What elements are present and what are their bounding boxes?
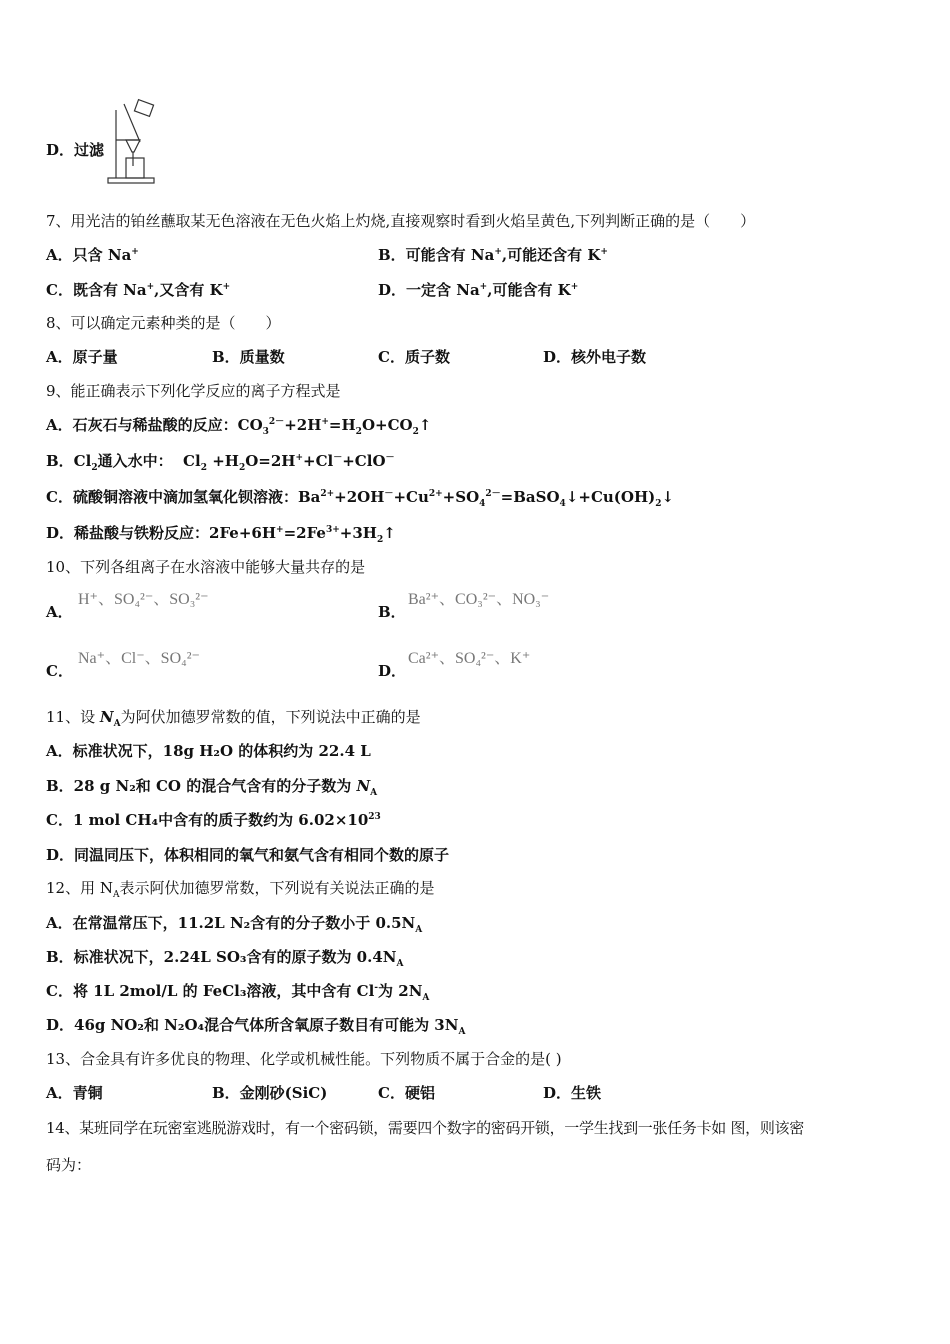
q13-option-b: B．金刚砂(SiC) xyxy=(212,1084,328,1102)
q10-stem: 10、下列各组离子在水溶液中能够大量共存的是 xyxy=(46,558,366,576)
q9-option-a-text: A．石灰石与稀盐酸的反应： xyxy=(46,416,238,434)
q7-option-a: A．只含 Na+ xyxy=(46,246,139,264)
q10-option-d: D． xyxy=(378,662,407,680)
q11-option-c xyxy=(46,810,381,830)
q9-option-b: B．$Cl_2$通入水中： $Cl_2 +H_2O=2H^++Cl^-+ClO^-$ xyxy=(46,452,395,473)
q14-stem-line1: 14、某班同学在玩密室逃脱游戏时，有一个密码锁，需要四个数字的密码开锁，一学生找到一张任务卡如 图，则该密 xyxy=(46,1119,804,1137)
q9-option-d-text: D．稀盐酸与铁粉反应： xyxy=(46,524,210,542)
q8-stem: 8、可以确定元素种类的是（ ） xyxy=(46,314,281,332)
q12-stem-pre: 12、用 N xyxy=(46,879,113,897)
q13-stem: 13、合金具有许多优良的物理、化学或机械性能。下列物质不属于合金的是( ) xyxy=(46,1050,562,1068)
q6-option-d: D．过滤 xyxy=(46,141,105,159)
q13-option-a: A．青铜 xyxy=(46,1084,103,1102)
q12-option-d-text: D．46g NO₂和 N₂O₄混合气体所含氧原子数目有可能为 3N xyxy=(46,1016,459,1034)
q12-option-c: C．将 1L 2mol/L 的 FeCl₃溶液，其中含有 Cl-为 $2N_A$ xyxy=(46,982,430,1003)
q11-option-a: A．标准状况下，18g H₂O 的体积约为 22.4 L xyxy=(46,742,371,760)
q12-option-b: B．标准状况下，2.24L SO₃含有的原子数为 $0.4N_A$ xyxy=(46,948,404,969)
q10-formula-c: Na⁺、Cl⁻、SO₄²⁻ xyxy=(78,650,200,667)
q11-stem-post: 为阿伏加德罗常数的值，下列说法中正确的是 xyxy=(120,708,421,726)
q11-stem: 11、设 $N_A$为阿伏加德罗常数的值，下列说法中正确的是 xyxy=(46,708,421,729)
q10-option-a: A． xyxy=(46,603,73,621)
q7-option-b: B．可能含有 Na+,可能还含有 K+ xyxy=(378,246,608,264)
q12-stem-post: 表示阿伏加德罗常数，下列说有关说法正确的是 xyxy=(119,879,435,897)
q11-option-d: D．同温同压下，体积相同的氧气和氨气含有相同个数的原子 xyxy=(46,846,450,864)
q7-option-c: C．既含有 Na+,又含有 K+ xyxy=(46,281,231,299)
q7-option-b-text2: ,可能还含有 K xyxy=(501,246,601,264)
filtration-apparatus-icon xyxy=(104,96,160,186)
q11-option-c-exponent: 23 xyxy=(368,812,381,822)
q12-option-a: A．在常温常压下，11.2L N₂含有的分子数小于 $0.5N_A$ xyxy=(46,914,423,935)
q9-stem: 9、能正确表示下列化学反应的离子方程式是 xyxy=(46,382,341,400)
q10-option-b: B． xyxy=(378,603,406,621)
q8-option-d: D．核外电子数 xyxy=(543,348,647,366)
q7-option-c-text2: ,又含有 K xyxy=(154,281,223,299)
q12-option-c-text: C．将 1L 2mol/L 的 FeCl₃溶液，其中含有 Cl xyxy=(46,982,375,1000)
q9-option-b-mid: 通入水中： xyxy=(97,452,173,470)
q10-formula-a: H⁺、SO₄²⁻、SO₃²⁻ xyxy=(78,591,209,608)
q10-formula-d: Ca²⁺、SO₄²⁻、K⁺ xyxy=(408,650,531,667)
q8-option-b: B．质量数 xyxy=(212,348,285,366)
q7-option-a-text: A．只含 Na xyxy=(46,246,132,264)
q12-option-c-text2: 为 2N xyxy=(378,982,423,1000)
q10-option-c: C． xyxy=(46,662,73,680)
q11-option-b-text: B．28 g N₂和 CO 的混合气含有的分子数为 xyxy=(46,777,357,795)
q9-option-d: D．稀盐酸与铁粉反应：$2Fe+6H^+=2Fe^{3+}+3H_2↑$ xyxy=(46,524,396,545)
q7-option-d: D．一定含 Na+,可能含有 K+ xyxy=(378,281,579,299)
q9-option-c: C．硫酸铜溶液中滴加氢氧化钡溶液：$Ba^{2+}+2OH^-+Cu^{2+}+SO_4^{2-}=BaSO_4↓+Cu(OH)_2↓$ xyxy=(46,488,675,509)
q12-stem: 12、用 $N_A$表示阿伏加德罗常数，下列说有关说法正确的是 xyxy=(46,879,435,900)
q14-stem-line2: 码为： xyxy=(46,1156,92,1174)
q12-option-b-text: B．标准状况下，2.24L SO₃含有的原子数为 0.4N xyxy=(46,948,397,966)
q8-option-c: C．质子数 xyxy=(378,348,450,366)
q10-formula-b: Ba²⁺、CO₃²⁻、NO₃⁻ xyxy=(408,591,550,608)
q11-stem-pre: 11、设 xyxy=(46,708,100,726)
q13-option-c: C．硬铝 xyxy=(378,1084,435,1102)
q7-option-c-text: C．既含有 Na xyxy=(46,281,147,299)
q7-option-b-text: B．可能含有 Na xyxy=(378,246,495,264)
q7-option-d-text2: ,可能含有 K xyxy=(487,281,571,299)
q7-stem: 7、用光洁的铂丝蘸取某无色溶液在无色火焰上灼烧,直接观察时看到火焰呈黄色,下列判断正确的是（ ） xyxy=(46,212,756,230)
q11-option-c-text: C．1 mol CH₄中含有的质子数约为 6.02×10 xyxy=(46,811,369,829)
q7-option-d-text: D．一定含 Na xyxy=(378,281,480,299)
q9-option-a: A．石灰石与稀盐酸的反应：$CO_3^{2-}+2H^+=H_2O+CO_2↑$ xyxy=(46,416,432,437)
q12-option-a-text: A．在常温常压下，11.2L N₂含有的分子数小于 0.5N xyxy=(46,914,416,932)
q12-option-d: D．46g NO₂和 N₂O₄混合气体所含氧原子数目有可能为 $3N_A$ xyxy=(46,1016,466,1037)
q11-option-b: B．28 g N₂和 CO 的混合气含有的分子数为 $N_A$ xyxy=(46,777,378,798)
q9-option-c-text: C．硫酸铜溶液中滴加氢氧化钡溶液： xyxy=(46,488,298,506)
q13-option-d: D．生铁 xyxy=(543,1084,602,1102)
q9-option-b-text: B．Cl xyxy=(46,452,92,470)
q8-option-a: A．原子量 xyxy=(46,348,118,366)
